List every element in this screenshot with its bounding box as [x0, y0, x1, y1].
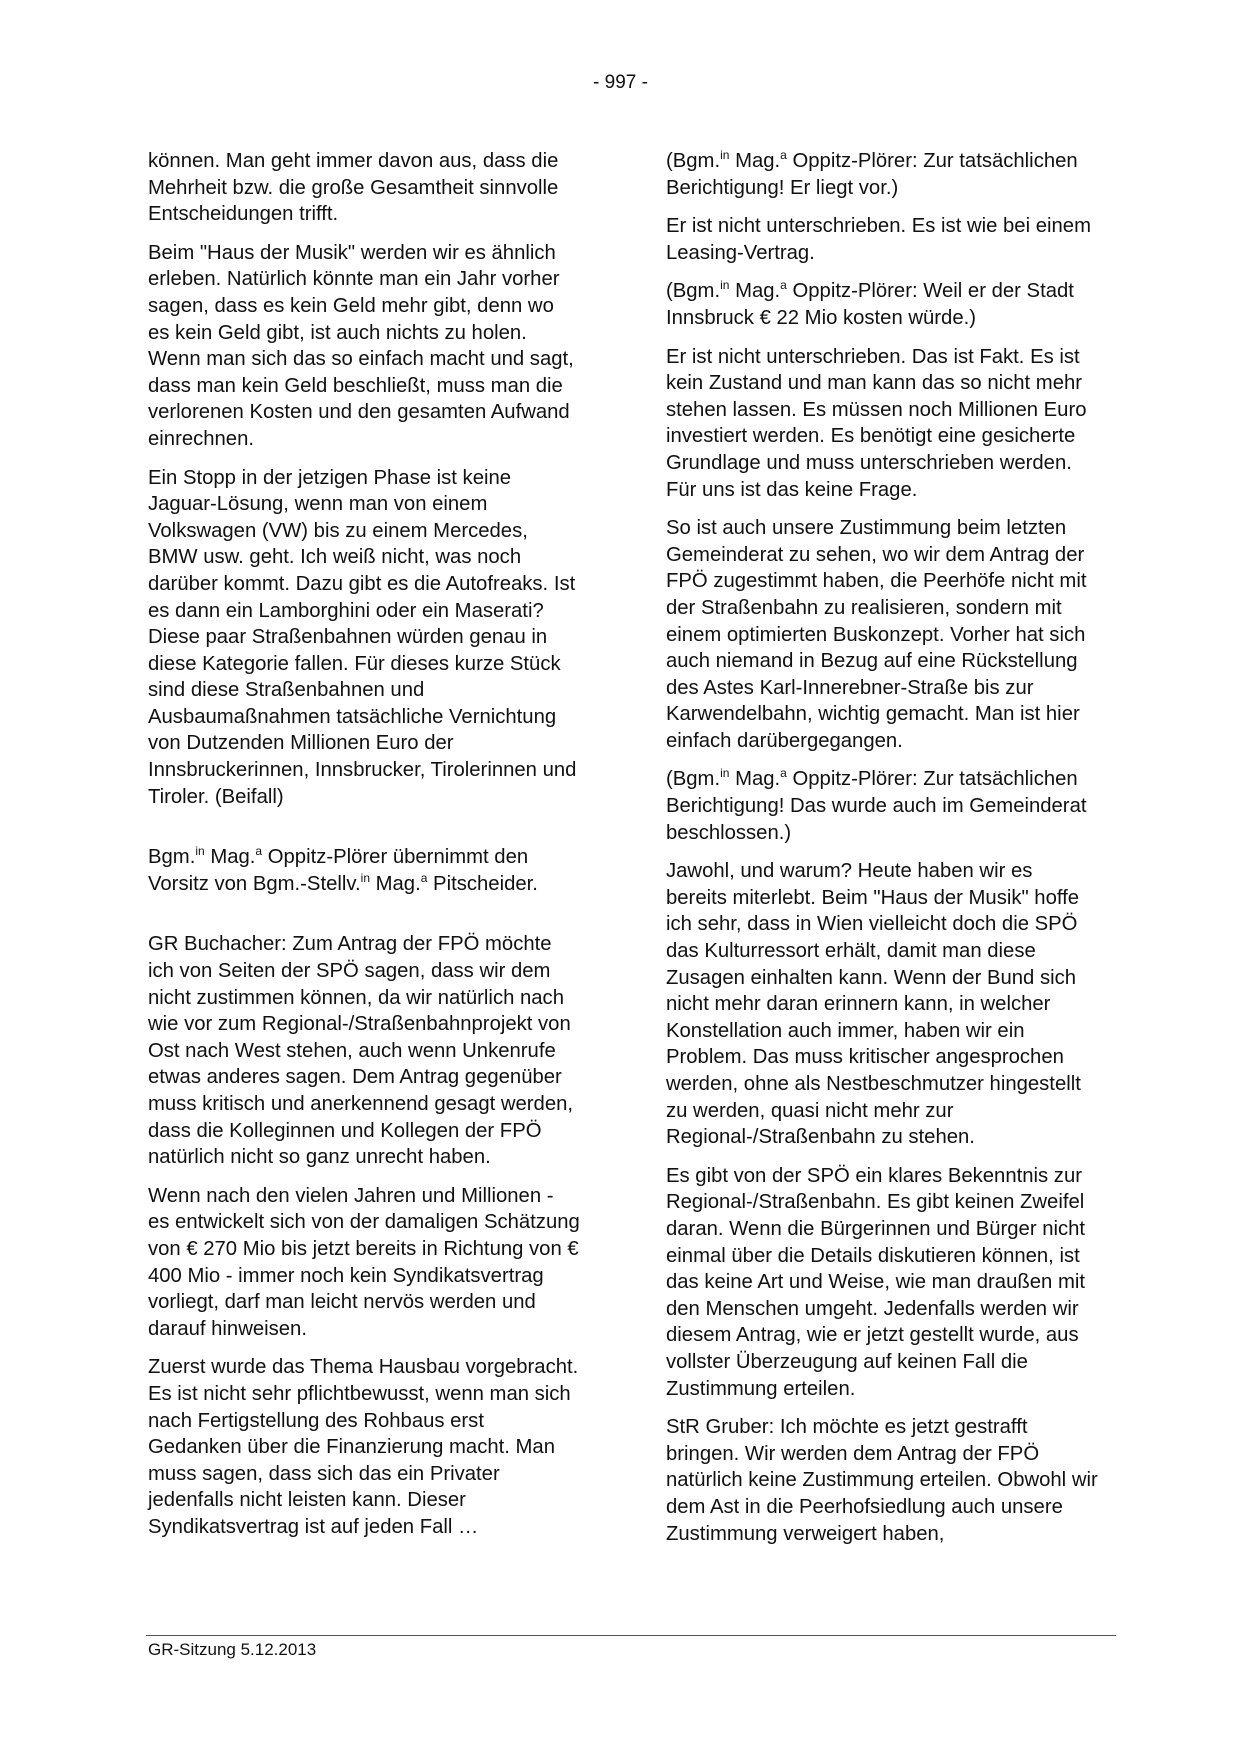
- interjection: (Bgm.$^{in}$ Mag.$^a$ Oppitz-Plörer: Zur tatsächlichen Berichtigung! Er liegt vor.): [666, 148, 1078, 199]
- paragraph-speaker-gruber: StR Gruber: Ich möchte es jetzt gestrafft bringen. Wir werden dem Antrag der FPÖ natürlich keine Zustimmung erteilen. Obwohl wir dem Ast in die Peerhofsiedlung auch unsere Zustimmung verweigert haben,: [666, 1416, 1098, 1545]
- right-column: [666, 148, 1098, 1559]
- paragraph: Ein Stopp in der jetzigen Phase ist keine Jaguar-Lösung, wenn man von einem Volkswagen (VW) bis zu einem Mercedes, BMW usw. geht. Ich weiß nicht, was noch darüber kommt. Dazu gibt es die Autofreaks. Ist es dann ein Lamborghini oder ein Maserati? Diese paar Straßenbahnen würden genau in diese Kategorie fallen. Für dieses kurze Stück sind diese Straßenbahnen und Ausbaumaßnahmen tatsächliche Vernichtung von Dutzenden Millionen Euro der Innsbruckerinnen, Innsbrucker, Tirolerinnen und Tiroler. (Beifall): [148, 466, 577, 808]
- paragraph: So ist auch unsere Zustimmung beim letzten Gemeinderat zu sehen, wo wir dem Antrag der FPÖ zugestimmt haben, die Peerhöfe nicht mit der Straßenbahn zu realisieren, sondern mit einem optimierten Buskonzept. Vorher hat sich auch niemand in Bezug auf eine Rückstellung des Astes Karl-Innerebner-Straße bis zur Karwendelbahn, wichtig gemacht. Man ist hier einfach darübergegangen.: [666, 517, 1087, 752]
- page-number: - 997 -: [593, 72, 648, 93]
- interjection: (Bgm.$^{in}$ Mag.$^a$ Oppitz-Plörer: Weil er der Stadt Innsbruck € 22 Mio kosten würde.): [666, 278, 1074, 329]
- left-column: [148, 148, 580, 1553]
- footer-session-date: GR-Sitzung 5.12.2013: [148, 1640, 317, 1659]
- interjection: (Bgm.$^{in}$ Mag.$^a$ Oppitz-Plörer: Zur tatsächlichen Berichtigung! Das wurde auch im Gemeinderat beschlossen.): [666, 766, 1087, 844]
- paragraph: Er ist nicht unterschrieben. Es ist wie bei einem Leasing-Vertrag.: [666, 215, 1091, 264]
- paragraph: Wenn nach den vielen Jahren und Millionen - es entwickelt sich von der damaligen Schätzung von € 270 Mio bis jetzt bereits in Richtung von € 400 Mio - immer noch kein Syndikatsvertrag vorliegt, darf man leicht nervös werden und darauf hinweisen.: [148, 1184, 580, 1340]
- chair-change-note: Bgm.$^{in}$ Mag.$^a$ Oppitz-Plörer übernimmt den Vorsitz von Bgm.-Stellv.$^{in}$ Mag.$^a$ Pitscheider.: [148, 844, 538, 895]
- paragraph: Er ist nicht unterschrieben. Das ist Fakt. Es ist kein Zustand und man kann das so nicht mehr stehen lassen. Es müssen noch Millionen Euro investiert werden. Es benötigt eine gesicherte Grundlage und muss unterschrieben werden. Für uns ist das keine Frage.: [666, 345, 1087, 501]
- paragraph: Beim "Haus der Musik" werden wir es ähnlich erleben. Natürlich könnte man ein Jahr vorher sagen, dass es kein Geld mehr gibt, denn wo es kein Geld gibt, ist auch nichts zu holen. Wenn man sich das so einfach macht und sagt, dass man kein Geld beschließt, muss man die verlorenen Kosten und den gesamten Aufwand einrechnen.: [148, 241, 574, 450]
- footer-divider: [146, 1635, 1116, 1636]
- paragraph: Es gibt von der SPÖ ein klares Bekenntnis zur Regional-/Straßenbahn. Es gibt keinen Zweifel daran. Wenn die Bürgerinnen und Bürger nicht einmal über die Details diskutieren können, ist das keine Art und Weise, wie man draußen mit den Menschen umgeht. Jedenfalls werden wir diesem Antrag, wie er jetzt gestellt wurde, aus vollster Überzeugung auf keinen Fall die Zustimmung erteilen.: [666, 1164, 1086, 1400]
- paragraph: Zuerst wurde das Thema Hausbau vorgebracht. Es ist nicht sehr pflichtbewusst, wenn man sich nach Fertigstellung des Rohbaus erst Gedanken über die Finanzierung macht. Man muss sagen, dass sich das ein Privater jedenfalls nicht leisten kann. Dieser Syndikatsvertrag ist auf jeden Fall …: [148, 1356, 579, 1538]
- paragraph: können. Man geht immer davon aus, dass die Mehrheit bzw. die große Gesamtheit sinnvolle Entscheidungen trifft.: [148, 150, 559, 226]
- paragraph-speaker-buchacher: GR Buchacher: Zum Antrag der FPÖ möchte ich von Seiten der SPÖ sagen, dass wir dem nicht zustimmen können, da wir natürlich nach wie vor zum Regional-/Straßenbahnprojekt von Ost nach West stehen, auch wenn Unkenrufe etwas anderes sagen. Dem Antrag gegenüber muss kritisch und anerkennend gesagt werden, dass die Kolleginnen und Kollegen der FPÖ natürlich nicht so ganz unrecht haben.: [148, 933, 574, 1169]
- paragraph: Jawohl, und warum? Heute haben wir es bereits miterlebt. Beim "Haus der Musik" hoffe ich sehr, dass in Wien vielleicht doch die SPÖ das Kulturressort erhält, damit man diese Zusagen einhalten kann. Wenn der Bund sich nicht mehr daran erinnern kann, in welcher Konstellation auch immer, haben wir ein Problem. Das muss kritischer angesprochen werden, ohne als Nestbeschmutzer hingestellt zu werden, quasi nicht mehr zur Regional-/Straßenbahn zu stehen.: [666, 860, 1081, 1149]
